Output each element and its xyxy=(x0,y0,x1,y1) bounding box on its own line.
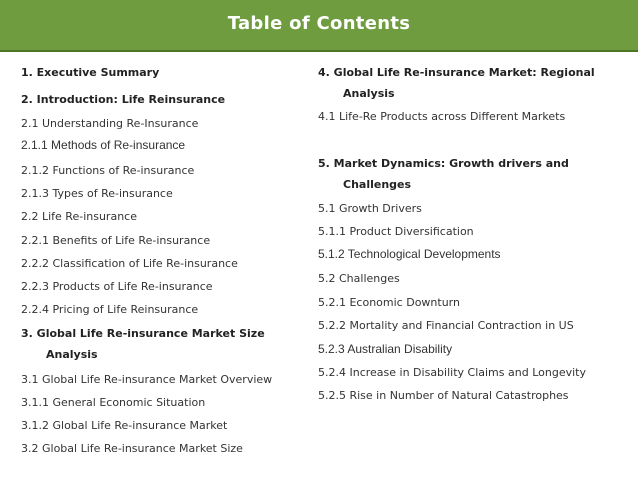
toc-item-3-1-2: 3.1.2 Global Life Re-insurance Market xyxy=(21,419,228,432)
toc-item-2-1: 2.1 Understanding Re-Insurance xyxy=(21,117,199,130)
page-title: Table of Contents xyxy=(227,13,411,34)
toc-item-5-continuation: Challenges xyxy=(343,178,412,191)
toc-item-2-1-2: 2.1.2 Functions of Re-insurance xyxy=(21,164,195,177)
toc-item-2-1-1: 2.1.1 Methods of Re-insurance xyxy=(21,138,186,152)
toc-item-4-continuation: Analysis xyxy=(343,87,395,100)
toc-item-5-2-1: 5.2.1 Economic Downturn xyxy=(318,296,460,309)
toc-item-2-2-4: 2.2.4 Pricing of Life Reinsurance xyxy=(21,303,199,316)
toc-item-5-1: 5.1 Growth Drivers xyxy=(318,202,422,215)
toc-item-4: 4. Global Life Re-insurance Market: Regional xyxy=(318,66,595,79)
toc-item-5-2-5: 5.2.5 Rise in Number of Natural Catastrophes xyxy=(318,389,569,402)
toc-item-2-2: 2.2 Life Re-insurance xyxy=(21,210,137,223)
toc-item-1: 1. Executive Summary xyxy=(21,66,160,79)
header-bar xyxy=(0,0,638,52)
toc-item-4-1: 4.1 Life-Re Products across Different Markets xyxy=(318,110,566,123)
toc-item-2-1-3: 2.1.3 Types of Re-insurance xyxy=(21,187,173,200)
toc-item-5-2-3: 5.2.3 Australian Disability xyxy=(318,342,453,356)
toc-item-5: 5. Market Dynamics: Growth drivers and xyxy=(318,157,569,170)
toc-item-2: 2. Introduction: Life Reinsurance xyxy=(21,93,226,106)
toc-item-5-2: 5.2 Challenges xyxy=(318,272,400,285)
toc-item-2-2-1: 2.2.1 Benefits of Life Re-insurance xyxy=(21,234,211,247)
toc-item-5-2-4: 5.2.4 Increase in Disability Claims and Longevity xyxy=(318,366,586,379)
toc-item-2-2-3: 2.2.3 Products of Life Re-insurance xyxy=(21,280,213,293)
toc-item-3: 3. Global Life Re-insurance Market Size xyxy=(21,327,265,340)
toc-item-3-1-1: 3.1.1 General Economic Situation xyxy=(21,396,206,409)
toc-item-2-2-2: 2.2.2 Classification of Life Re-insurance xyxy=(21,257,238,270)
toc-item-5-2-2: 5.2.2 Mortality and Financial Contraction in US xyxy=(318,319,574,332)
toc-item-5-1-2: 5.1.2 Technological Developments xyxy=(318,247,501,261)
toc-item-3-1: 3.1 Global Life Re-insurance Market Overview xyxy=(21,373,273,386)
toc-item-5-1-1: 5.1.1 Product Diversification xyxy=(318,225,474,238)
toc-item-3-continuation: Analysis xyxy=(46,348,98,361)
toc-item-3-2: 3.2 Global Life Re-insurance Market Size xyxy=(21,442,243,455)
